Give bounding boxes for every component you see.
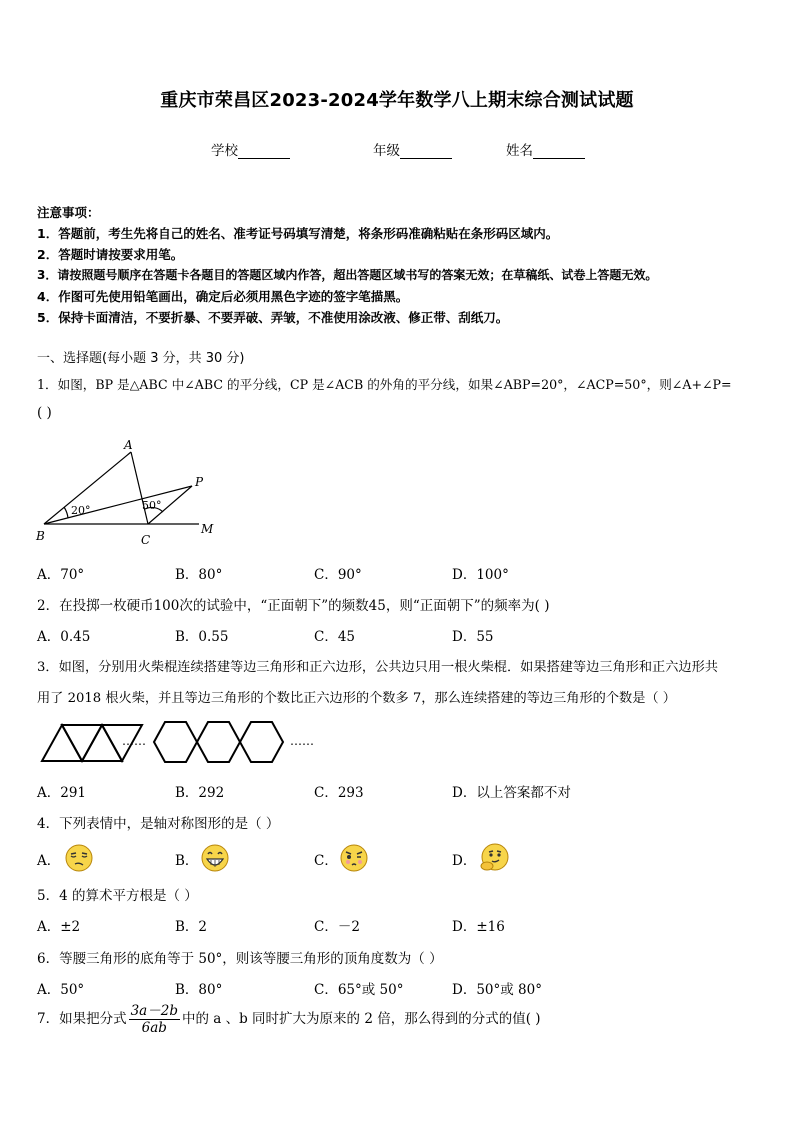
school-field — [211, 139, 290, 159]
fraction-denominator: 6ab — [141, 1020, 167, 1036]
option-d: D．100° — [452, 567, 509, 583]
question-3-line1: 3．如图，分别用火柴棍连续搭建等边三角形和正六边形，公共边只用一根火柴棍．如果搭建等边三角形和正六边形共 — [37, 660, 718, 675]
question-2-text: 2．在投掷一枚硬币100次的试验中，“正面朝下”的频数45，则“正面朝下”的频率为( ) — [37, 598, 550, 614]
option-d: D．±16 — [452, 919, 505, 935]
question-7-prefix: 7．如果把分式 — [37, 1011, 127, 1027]
thinking-face-icon — [479, 843, 509, 873]
fraction-numerator: 3a－2b — [130, 1003, 178, 1019]
angle-arc-b — [64, 507, 68, 518]
option-b: B．80° — [175, 567, 223, 583]
label-a: A — [124, 438, 133, 452]
option-c: C．293 — [314, 785, 364, 801]
exam-title: 重庆市荣昌区2023-2024学年数学八上期末综合测试试题 — [160, 90, 634, 111]
option-a: A．0.45 — [37, 629, 91, 645]
triangle-shape — [82, 725, 122, 761]
question-1-text: 1．如图，BP 是△ABC 中∠ABC 的平分线，CP 是∠ACB 的外角的平分线，如果∠ABP=20°，∠ACP=50°，则∠A+∠P= — [37, 377, 732, 392]
matchstick-figure — [38, 714, 328, 770]
section-heading: 一、选择题(每小题 3 分，共 30 分) — [37, 351, 245, 366]
hexagon-shape — [154, 722, 197, 762]
note-item: 5．保持卡面清洁，不要折暴、不要弄破、弄皱，不准使用涂改液、修正带、刮纸刀。 — [37, 310, 509, 325]
grin-face-icon — [200, 843, 230, 873]
note-item: 4．作图可先使用铅笔画出，确定后必须用黑色字迹的签字笔描黑。 — [37, 289, 409, 304]
name-label: 姓名 — [506, 143, 533, 159]
segment-ac — [131, 452, 148, 524]
dots-ellipsis: …… — [290, 734, 314, 748]
school-blank — [238, 145, 290, 159]
triangle-shape — [62, 725, 102, 761]
option-d: D． — [452, 853, 477, 869]
question-3-line2: 用了 2018 根火柴，并且等边三角形的个数比正六边形的个数多 7，那么连续搭建的等边三角形的个数是（ ） — [37, 691, 676, 706]
label-b: B — [36, 529, 45, 543]
fraction — [129, 1003, 180, 1036]
question-4-text: 4．下列表情中，是轴对称图形的是（ ） — [37, 816, 280, 832]
option-d: D．50°或 80° — [452, 982, 542, 998]
angle-label-50: 50° — [142, 499, 162, 512]
smirk-face-icon — [64, 843, 94, 873]
dots-ellipsis: …… — [122, 734, 146, 748]
notes-block — [37, 202, 657, 328]
note-item: 1．答题前，考生先将自己的姓名、准考证号码填写清楚，将条形码准确粘贴在条形码区域内。 — [37, 226, 559, 241]
option-b: B．80° — [175, 982, 223, 998]
note-item: 2．答题时请按要求用笔。 — [37, 247, 184, 262]
option-d: D．以上答案都不对 — [452, 785, 571, 801]
option-c: C． — [314, 853, 338, 869]
grade-label: 年级 — [373, 143, 400, 159]
option-b: B．292 — [175, 785, 225, 801]
label-p: P — [195, 475, 204, 489]
wink-face-icon — [339, 843, 369, 873]
option-a: A．70° — [37, 567, 85, 583]
option-b: B．2 — [175, 919, 208, 935]
grade-field — [373, 139, 452, 159]
hexagon-shape — [197, 722, 240, 762]
label-c: C — [141, 533, 151, 547]
name-field — [506, 139, 585, 159]
option-b: B．0.55 — [175, 629, 229, 645]
option-c: C．65°或 50° — [314, 982, 404, 998]
question-6-text: 6．等腰三角形的底角等于 50°，则该等腰三角形的顶角度数为（ ） — [37, 951, 443, 967]
grade-blank — [400, 145, 452, 159]
option-a: A． — [37, 853, 61, 869]
question-7-text — [37, 1003, 541, 1036]
question-5-text: 5．4 的算术平方根是（ ） — [37, 888, 198, 904]
name-blank — [533, 145, 585, 159]
option-c: C．45 — [314, 629, 356, 645]
question-7-suffix: 中的 a 、b 同时扩大为原来的 2 倍，那么得到的分式的值( ) — [181, 1011, 541, 1027]
option-a: A．±2 — [37, 919, 81, 935]
option-b: B． — [175, 853, 199, 869]
notes-heading: 注意事项： — [37, 205, 100, 220]
option-a: A．50° — [37, 982, 85, 998]
option-a: A．291 — [37, 785, 87, 801]
option-c: C．－2 — [314, 919, 360, 935]
option-c: C．90° — [314, 567, 362, 583]
option-d: D．55 — [452, 629, 494, 645]
triangle-figure — [34, 436, 224, 550]
triangle-shape — [42, 725, 82, 761]
angle-label-20: 20° — [71, 504, 91, 517]
label-m: M — [201, 522, 214, 536]
school-label: 学校 — [211, 143, 238, 159]
question-1-paren: ( ) — [37, 405, 52, 421]
hexagon-shape — [240, 722, 283, 762]
note-item: 3．请按照题号顺序在答题卡各题目的答题区域内作答，超出答题区域书写的答案无效；在草稿纸、试卷上答题无效。 — [37, 268, 658, 282]
